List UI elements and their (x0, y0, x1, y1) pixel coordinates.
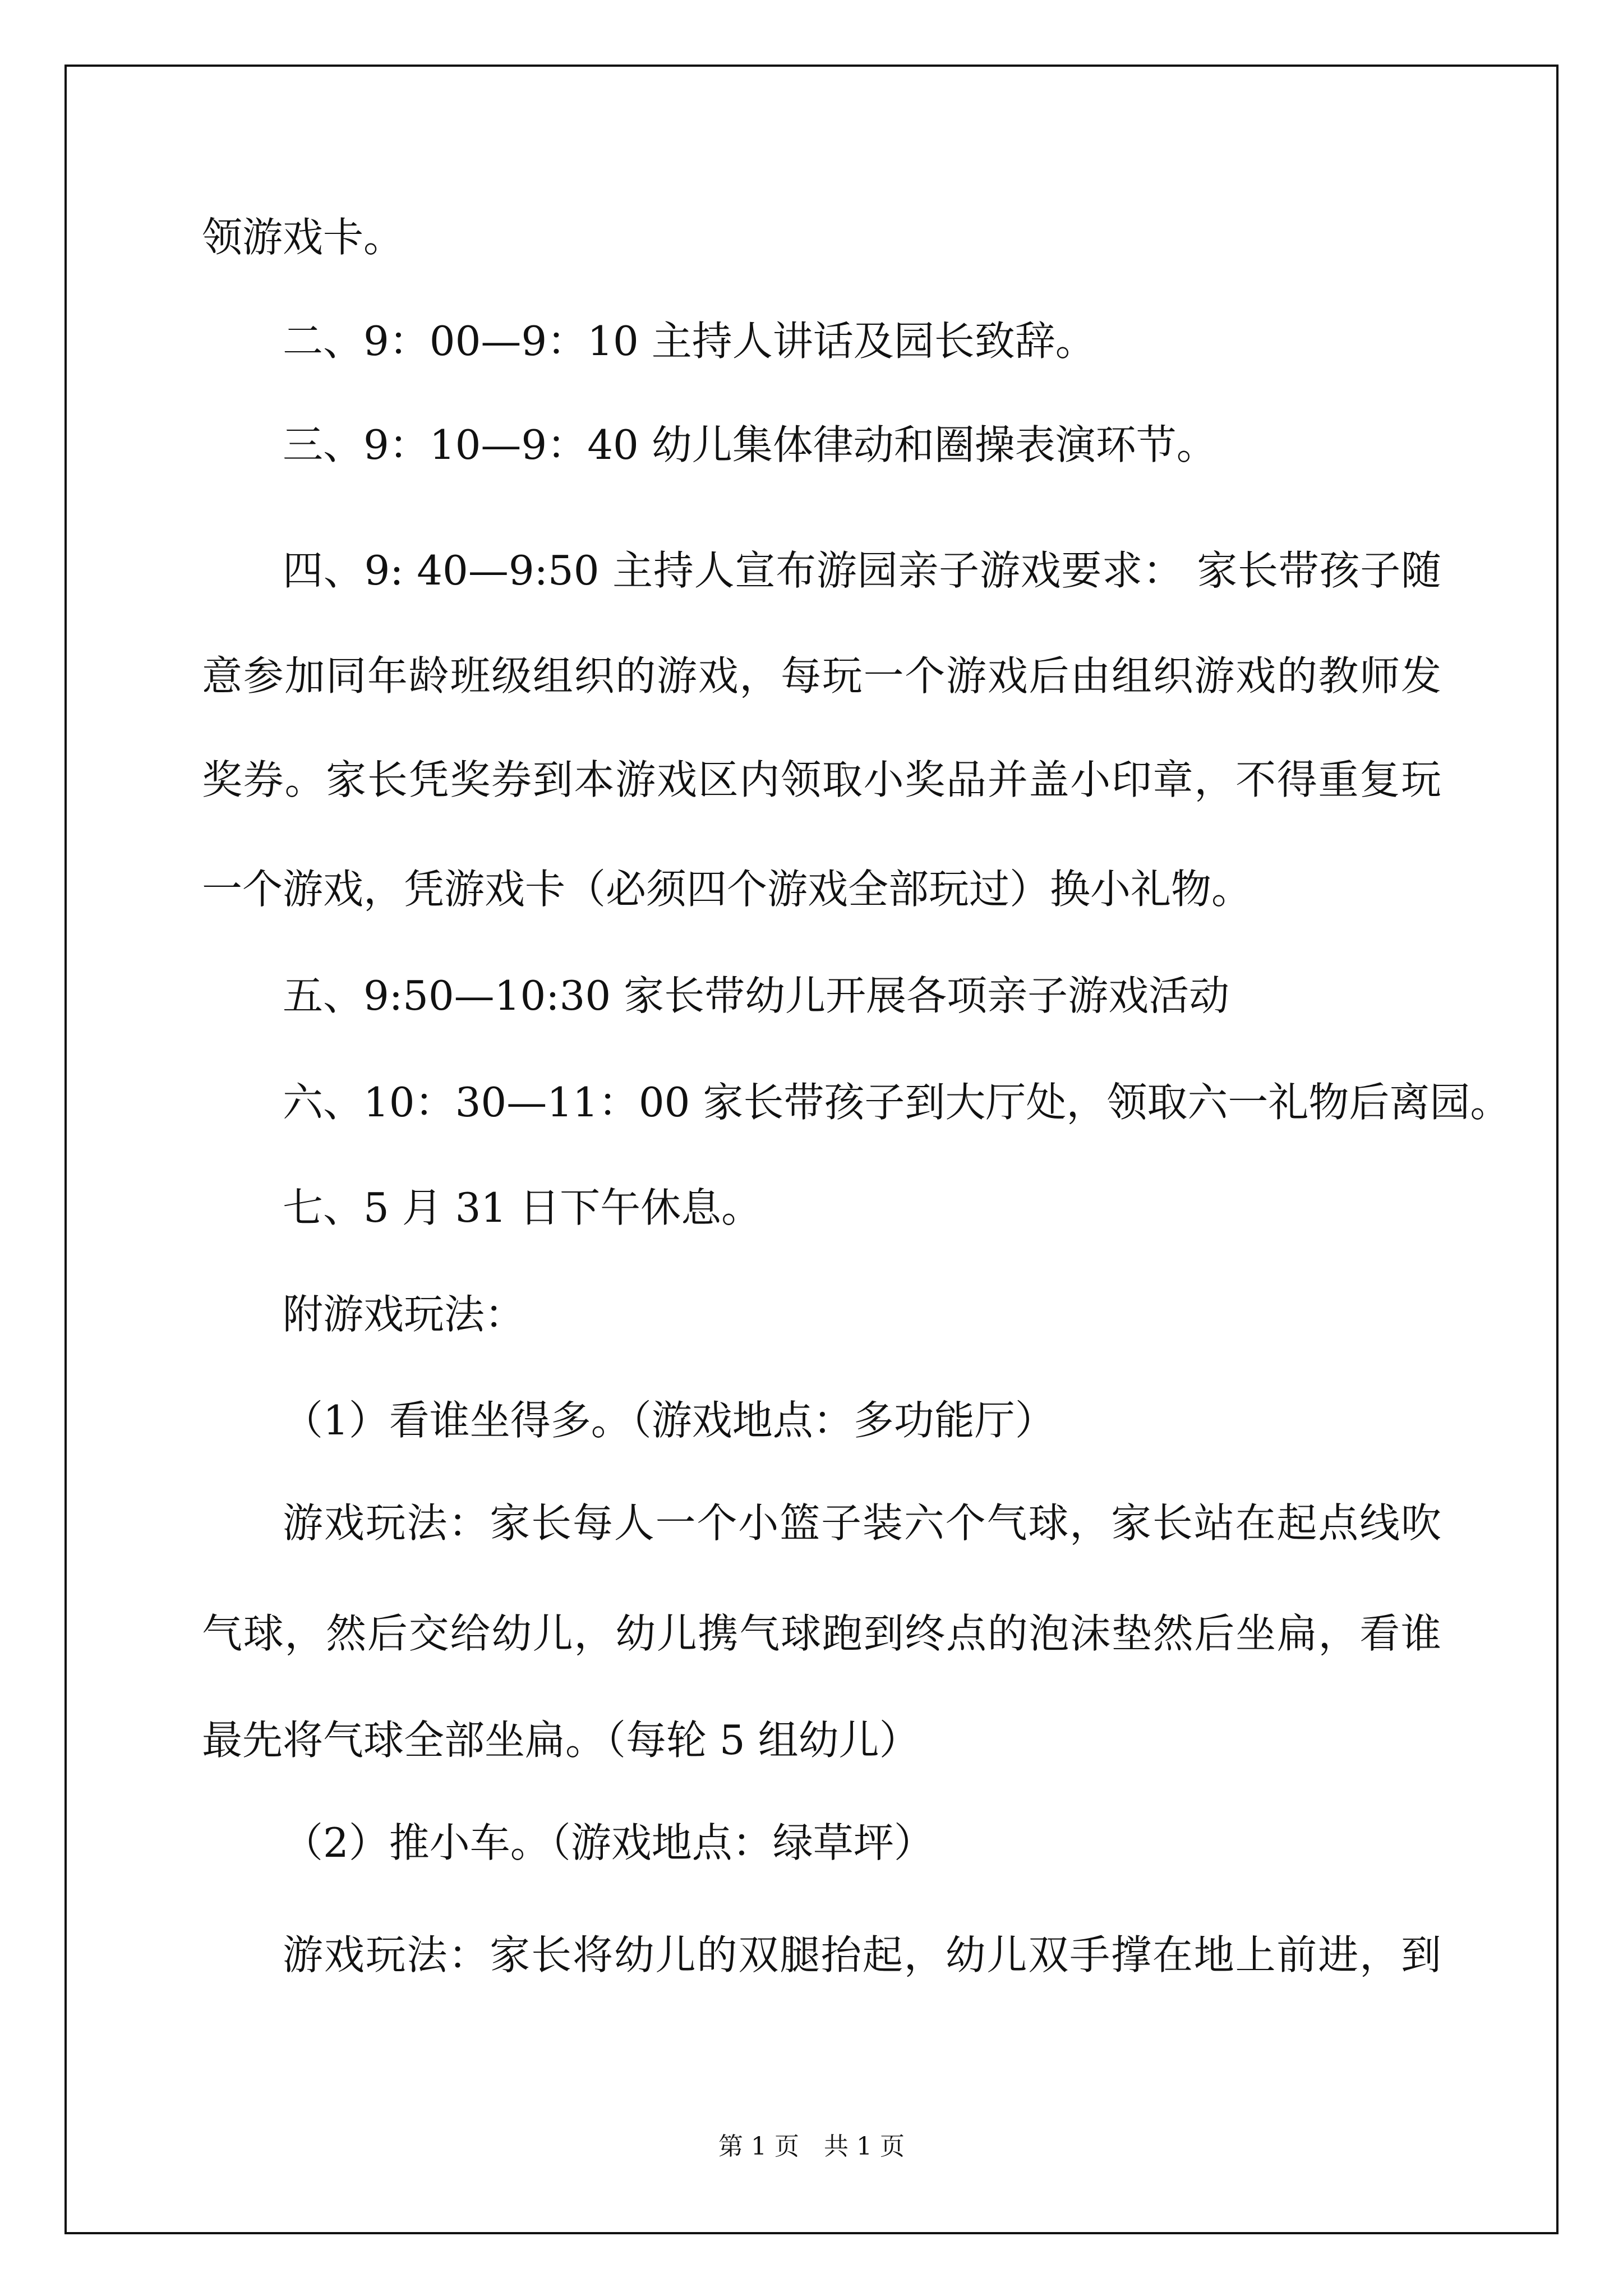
text-line: 三、9：10—9：40 幼儿集体律动和圈操表演环节。 (283, 421, 1217, 468)
text-line: （1）看谁坐得多。（游戏地点：多功能厅） (283, 1397, 1055, 1444)
text-line: 六、10：30—11：00 家长带孩子到大厅处，领取六一礼物后离园。 (283, 1079, 1511, 1126)
text-line: 最先将气球全部坐扁。（每轮 5 组幼儿） (202, 1717, 920, 1764)
text-line: 领游戏卡。 (202, 214, 404, 261)
text-line: 游戏玩法：家长将幼儿的双腿抬起，幼儿双手撑在地上前进，到 (283, 1931, 1441, 1978)
text-line: 附游戏玩法： (283, 1291, 525, 1338)
page-border (64, 65, 1559, 2234)
page-number-footer: 第 1 页 共 1 页 (718, 2132, 905, 2161)
text-line: 七、5 月 31 日下午休息。 (283, 1184, 762, 1231)
text-line: 意参加同年龄班级组织的游戏，每玩一个游戏后由组织游戏的教师发 (202, 652, 1441, 700)
text-line: 二、9：00—9：10 主持人讲话及园长致辞。 (283, 318, 1096, 365)
text-line: 一个游戏，凭游戏卡（必须四个游戏全部玩过）换小礼物。 (202, 866, 1252, 913)
text-line: 游戏玩法：家长每人一个小篮子装六个气球，家长站在起点线吹 (283, 1499, 1441, 1547)
text-line: 奖券。家长凭奖券到本游戏区内领取小奖品并盖小印章，不得重复玩 (202, 756, 1441, 803)
text-line: 气球，然后交给幼儿，幼儿携气球跑到终点的泡沫垫然后坐扁，看谁 (202, 1610, 1441, 1657)
text-line: 五、9:50—10:30 家长带幼儿开展各项亲子游戏活动 (283, 972, 1230, 1019)
text-line: 四、9: 40—9:50 主持人宣布游园亲子游戏要求： 家长带孩子随 (283, 547, 1441, 594)
text-line: （2）推小车。（游戏地点：绿草坪） (283, 1819, 934, 1866)
